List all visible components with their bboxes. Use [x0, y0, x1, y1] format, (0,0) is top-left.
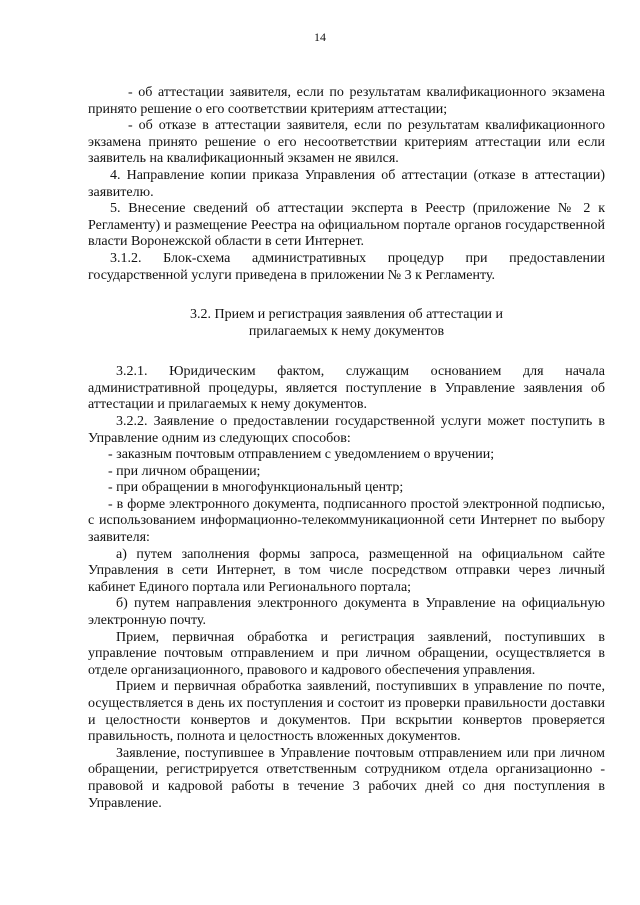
paragraph: 3.2.2. Заявление о предоставлении государственной услуги может поступить в Управление одним из следующих способов: — [88, 413, 605, 446]
list-item: - при личном обращении; — [108, 463, 261, 479]
paragraph: 3.2.1. Юридическим фактом, служащим основанием для начала административной процедуры, является поступление в Управление заявления об аттестации и прилагаемых к нему документов. — [88, 364, 605, 413]
section-heading-line: 3.2. Прием и регистрация заявления об аттестации и — [190, 307, 503, 323]
list-item: - при обращении в многофункциональный центр; — [108, 480, 404, 496]
document-body — [88, 85, 605, 812]
paragraph: - об отказе в аттестации заявителя, если по результатам квалификационного экзамена принято решение о его несоответствии критериям аттестации или если заявитель на квалификационный экзамен не явился. — [88, 118, 605, 167]
paragraph: 5. Внесение сведений об аттестации эксперта в Реестр (приложение № 2 к Регламенту) и размещение Реестра на официальном портале органов государственной власти Воронежской области в сети Интернет. — [88, 201, 605, 250]
paragraph: 3.1.2. Блок-схема административных процедур при предоставлении государственной услуги приведена в приложении № 3 к Регламенту. — [88, 250, 605, 283]
list-item: - в форме электронного документа, подписанного простой электронной подписью, с использованием информационно-телекоммуникационной сети Интернет по выбору заявителя: — [88, 496, 605, 546]
paragraph: Заявление, поступившее в Управление почтовым отправлением или при личном обращении, регистрируется ответственным сотрудником отдела организационно - правовой и кадровой работы в течение 3 рабочих дней со дня поступления в Управление. — [88, 745, 605, 811]
paragraph: Прием, первичная обработка и регистрация заявлений, поступивших в управление почтовым отправлением и при личном обращении, осуществляется в отделе организационного, правового и кадрового обеспечения управления. — [88, 629, 605, 678]
page-number: 14 — [314, 30, 326, 44]
list-item: б) путем направления электронного документа в Управление на официальную электронную почту. — [88, 596, 605, 629]
list-item: - заказным почтовым отправлением с уведомлением о вручении; — [108, 447, 495, 463]
paragraph: - об аттестации заявителя, если по результатам квалификационного экзамена принято решение о его соответствии критериям аттестации; — [88, 85, 605, 117]
paragraph: Прием и первичная обработка заявлений, поступивших в управление по почте, осуществляется в день их поступления и состоит из проверки правильности доставки и целостности конвертов и документов. При вскрытии конвертов проверяется правильность, полнота и целостность вложенных документов. — [88, 679, 605, 745]
section-heading-line: прилагаемых к нему документов — [248, 324, 445, 340]
list-item: а) путем заполнения формы запроса, размещенной на официальном сайте Управления в сети Интернет, в том числе посредством отправки через личный кабинет Единого портала или Регионального портала; — [88, 546, 605, 595]
paragraph: 4. Направление копии приказа Управления об аттестации (отказе в аттестации) заявителю. — [88, 167, 605, 200]
section-heading — [88, 306, 605, 340]
